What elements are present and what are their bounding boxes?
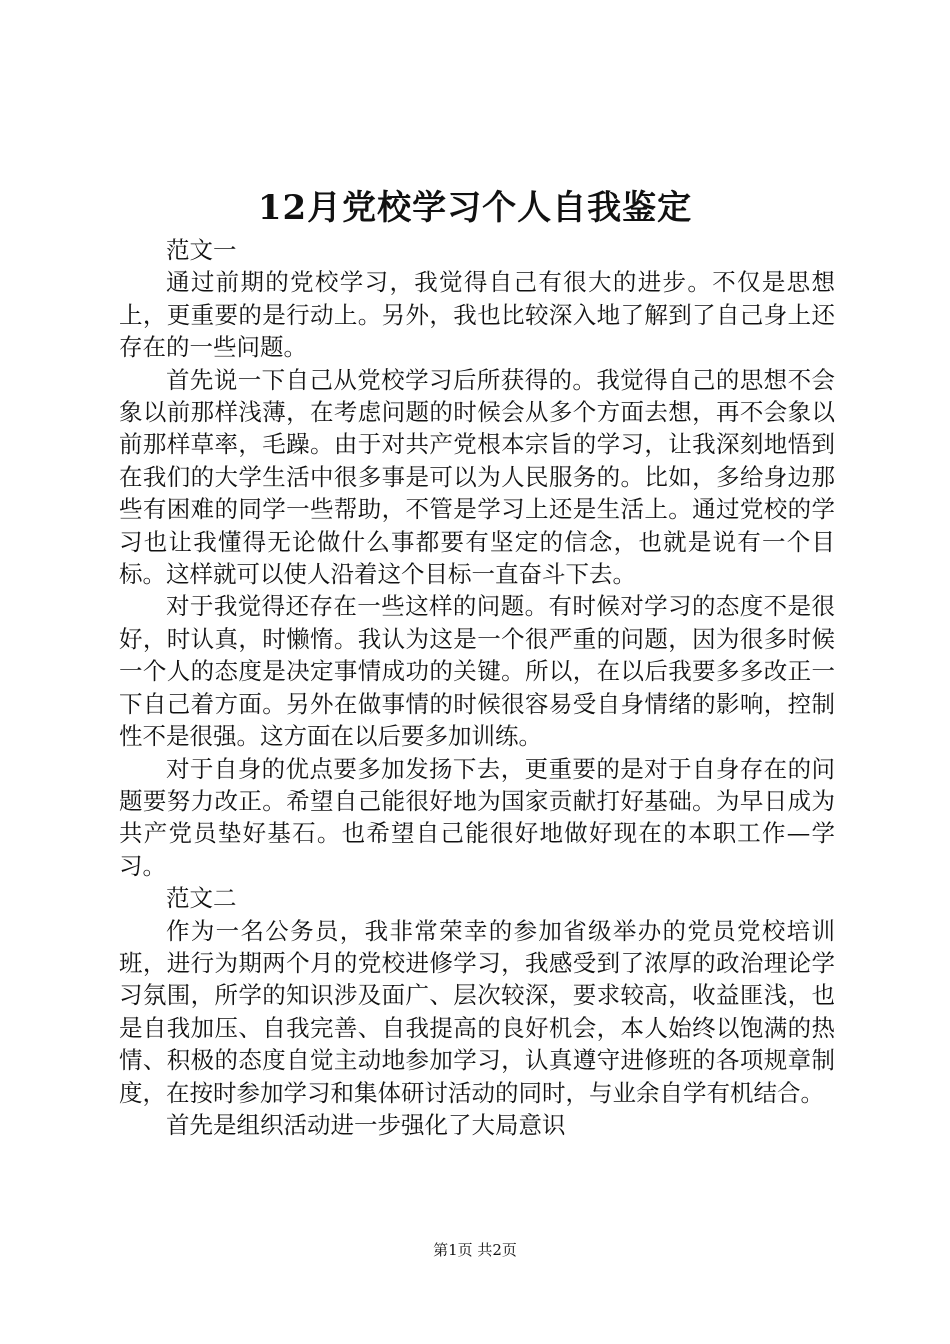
- paragraph: 首先是组织活动进一步强化了大局意识: [166, 1110, 566, 1139]
- section-heading-1: 范文一: [166, 236, 237, 264]
- section-heading-2: 范文二: [166, 884, 237, 913]
- page-number-footer: 第1页 共2页: [433, 1241, 517, 1259]
- paragraph: 对于自身的优点要多加发扬下去，更重要的是对于自身存在的问题要努力改正。希望自己能很好地为国家贡献打好基础。为早日成为共产党员垫好基石。也希望自己能很好地做好现在的本职工作—学习。: [119, 754, 835, 880]
- document-body: [119, 234, 835, 1141]
- paragraph: 对于我觉得还存在一些这样的问题。有时候对学习的态度不是很好，时认真，时懒惰。我认为这是一个很严重的问题，因为很多时候一个人的态度是决定事情成功的关键。所以，在以后我要多多改正一下自己着方面。另外在做事情的时候很容易受自身情绪的影响，控制性不是很强。这方面在以后要多加训练。: [119, 592, 835, 751]
- document-title: 12月党校学习个人自我鉴定: [257, 188, 693, 228]
- paragraph: 首先说一下自己从党校学习后所获得的。我觉得自己的思想不会象以前那样浅薄，在考虑问题的时候会从多个方面去想，再不会象以前那样草率，毛躁。由于对共产党根本宗旨的学习，让我深刻地悟到在我们的大学生活中很多事是可以为人民服务的。比如，多给身边那些有困难的同学一些帮助，不管是学习上还是生活上。通过党校的学习也让我懂得无论做什么事都要有坚定的信念，也就是说有一个目标。这样就可以使人沿着这个目标一直奋斗下去。: [119, 365, 835, 589]
- paragraph: 作为一名公务员，我非常荣幸的参加省级举办的党员党校培训班，进行为期两个月的党校进修学习，我感受到了浓厚的政治理论学习氛围，所学的知识涉及面广、层次较深，要求较高，收益匪浅，也是自我加压、自我完善、自我提高的良好机会，本人始终以饱满的热情、积极的态度自觉主动地参加学习，认真遵守进修班的各项规章制度，在按时参加学习和集体研讨活动的同时，与业余自学有机结合。: [119, 916, 835, 1107]
- paragraph: 通过前期的党校学习，我觉得自己有很大的进步。不仅是思想上，更重要的是行动上。另外，我也比较深入地了解到了自己身上还存在的一些问题。: [119, 268, 835, 362]
